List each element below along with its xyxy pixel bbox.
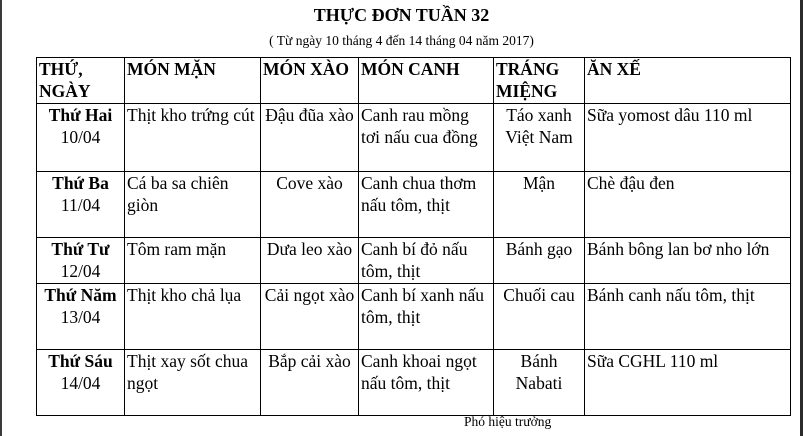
weekly-menu-table bbox=[36, 57, 791, 416]
header-day: THỨ, NGÀY bbox=[37, 58, 125, 104]
soup-cell: Canh khoai ngọt nấu tôm, thịt bbox=[359, 350, 494, 416]
soup-cell: Canh bí xanh nấu tôm, thịt bbox=[359, 284, 494, 350]
salty-dish-cell: Thịt xay sốt chua ngọt bbox=[125, 350, 261, 416]
dessert-cell: Bánh gạo bbox=[494, 238, 585, 284]
day-cell bbox=[37, 350, 125, 416]
soup-cell: Canh rau mồng tơi nấu cua đồng bbox=[359, 104, 494, 172]
dessert-cell: Chuối cau bbox=[494, 284, 585, 350]
signature-label: Phó hiệu trưởng bbox=[464, 414, 552, 429]
header-salty-dish: MÓN MẶN bbox=[125, 58, 261, 104]
soup-cell: Canh bí đỏ nấu tôm, thịt bbox=[359, 238, 494, 284]
day-cell bbox=[37, 238, 125, 284]
header-afternoon-snack: ĂN XẾ bbox=[585, 58, 791, 104]
table-row bbox=[37, 104, 791, 172]
dessert-cell: Mận bbox=[494, 172, 585, 238]
day-name: Thứ Tư bbox=[51, 239, 110, 259]
snack-cell: Bánh canh nấu tôm, thịt bbox=[585, 284, 791, 350]
header-dessert: TRÁNG MIỆNG bbox=[494, 58, 585, 104]
salty-dish-cell: Tôm ram mặn bbox=[125, 238, 261, 284]
day-name: Thứ Ba bbox=[52, 173, 109, 193]
day-cell bbox=[37, 104, 125, 172]
table-row bbox=[37, 238, 791, 284]
stir-fry-cell: Đậu đũa xào bbox=[261, 104, 359, 172]
dessert-cell: Táo xanh Việt Nam bbox=[494, 104, 585, 172]
table-row bbox=[37, 284, 791, 350]
snack-cell: Chè đậu đen bbox=[585, 172, 791, 238]
table-row bbox=[37, 172, 791, 238]
snack-cell: Sữa CGHL 110 ml bbox=[585, 350, 791, 416]
date-range-subtitle: ( Từ ngày 10 tháng 4 đến 14 tháng 04 năm 2017) bbox=[269, 33, 534, 48]
soup-cell: Canh chua thơm nấu tôm, thịt bbox=[359, 172, 494, 238]
stir-fry-cell: Cove xào bbox=[261, 172, 359, 238]
header-stir-fry: MÓN XÀO bbox=[261, 58, 359, 104]
salty-dish-cell: Cá ba sa chiên giòn bbox=[125, 172, 261, 238]
day-cell bbox=[37, 284, 125, 350]
snack-cell: Bánh bông lan bơ nho lớn bbox=[585, 238, 791, 284]
stir-fry-cell: Bắp cải xào bbox=[261, 350, 359, 416]
stir-fry-cell: Cải ngọt xào bbox=[261, 284, 359, 350]
snack-cell: Sữa yomost dâu 110 ml bbox=[585, 104, 791, 172]
day-name: Thứ Hai bbox=[48, 105, 113, 125]
day-name: Thứ Sáu bbox=[48, 351, 113, 371]
day-date: 12/04 bbox=[60, 261, 101, 281]
day-cell bbox=[37, 172, 125, 238]
salty-dish-cell: Thịt kho chả lụa bbox=[125, 284, 261, 350]
dessert-cell: Bánh Nabati bbox=[494, 350, 585, 416]
header-row bbox=[37, 58, 791, 104]
page-title: THỰC ĐƠN TUẦN 32 bbox=[313, 5, 490, 25]
table-row bbox=[37, 350, 791, 416]
day-date: 14/04 bbox=[60, 373, 101, 393]
day-date: 11/04 bbox=[60, 195, 101, 215]
stir-fry-cell: Dưa leo xào bbox=[261, 238, 359, 284]
day-name: Thứ Năm bbox=[44, 285, 117, 305]
day-date: 13/04 bbox=[60, 307, 101, 327]
salty-dish-cell: Thịt kho trứng cút bbox=[125, 104, 261, 172]
header-soup: MÓN CANH bbox=[359, 58, 494, 104]
left-border bbox=[0, 0, 2, 436]
day-date: 10/04 bbox=[60, 127, 101, 147]
